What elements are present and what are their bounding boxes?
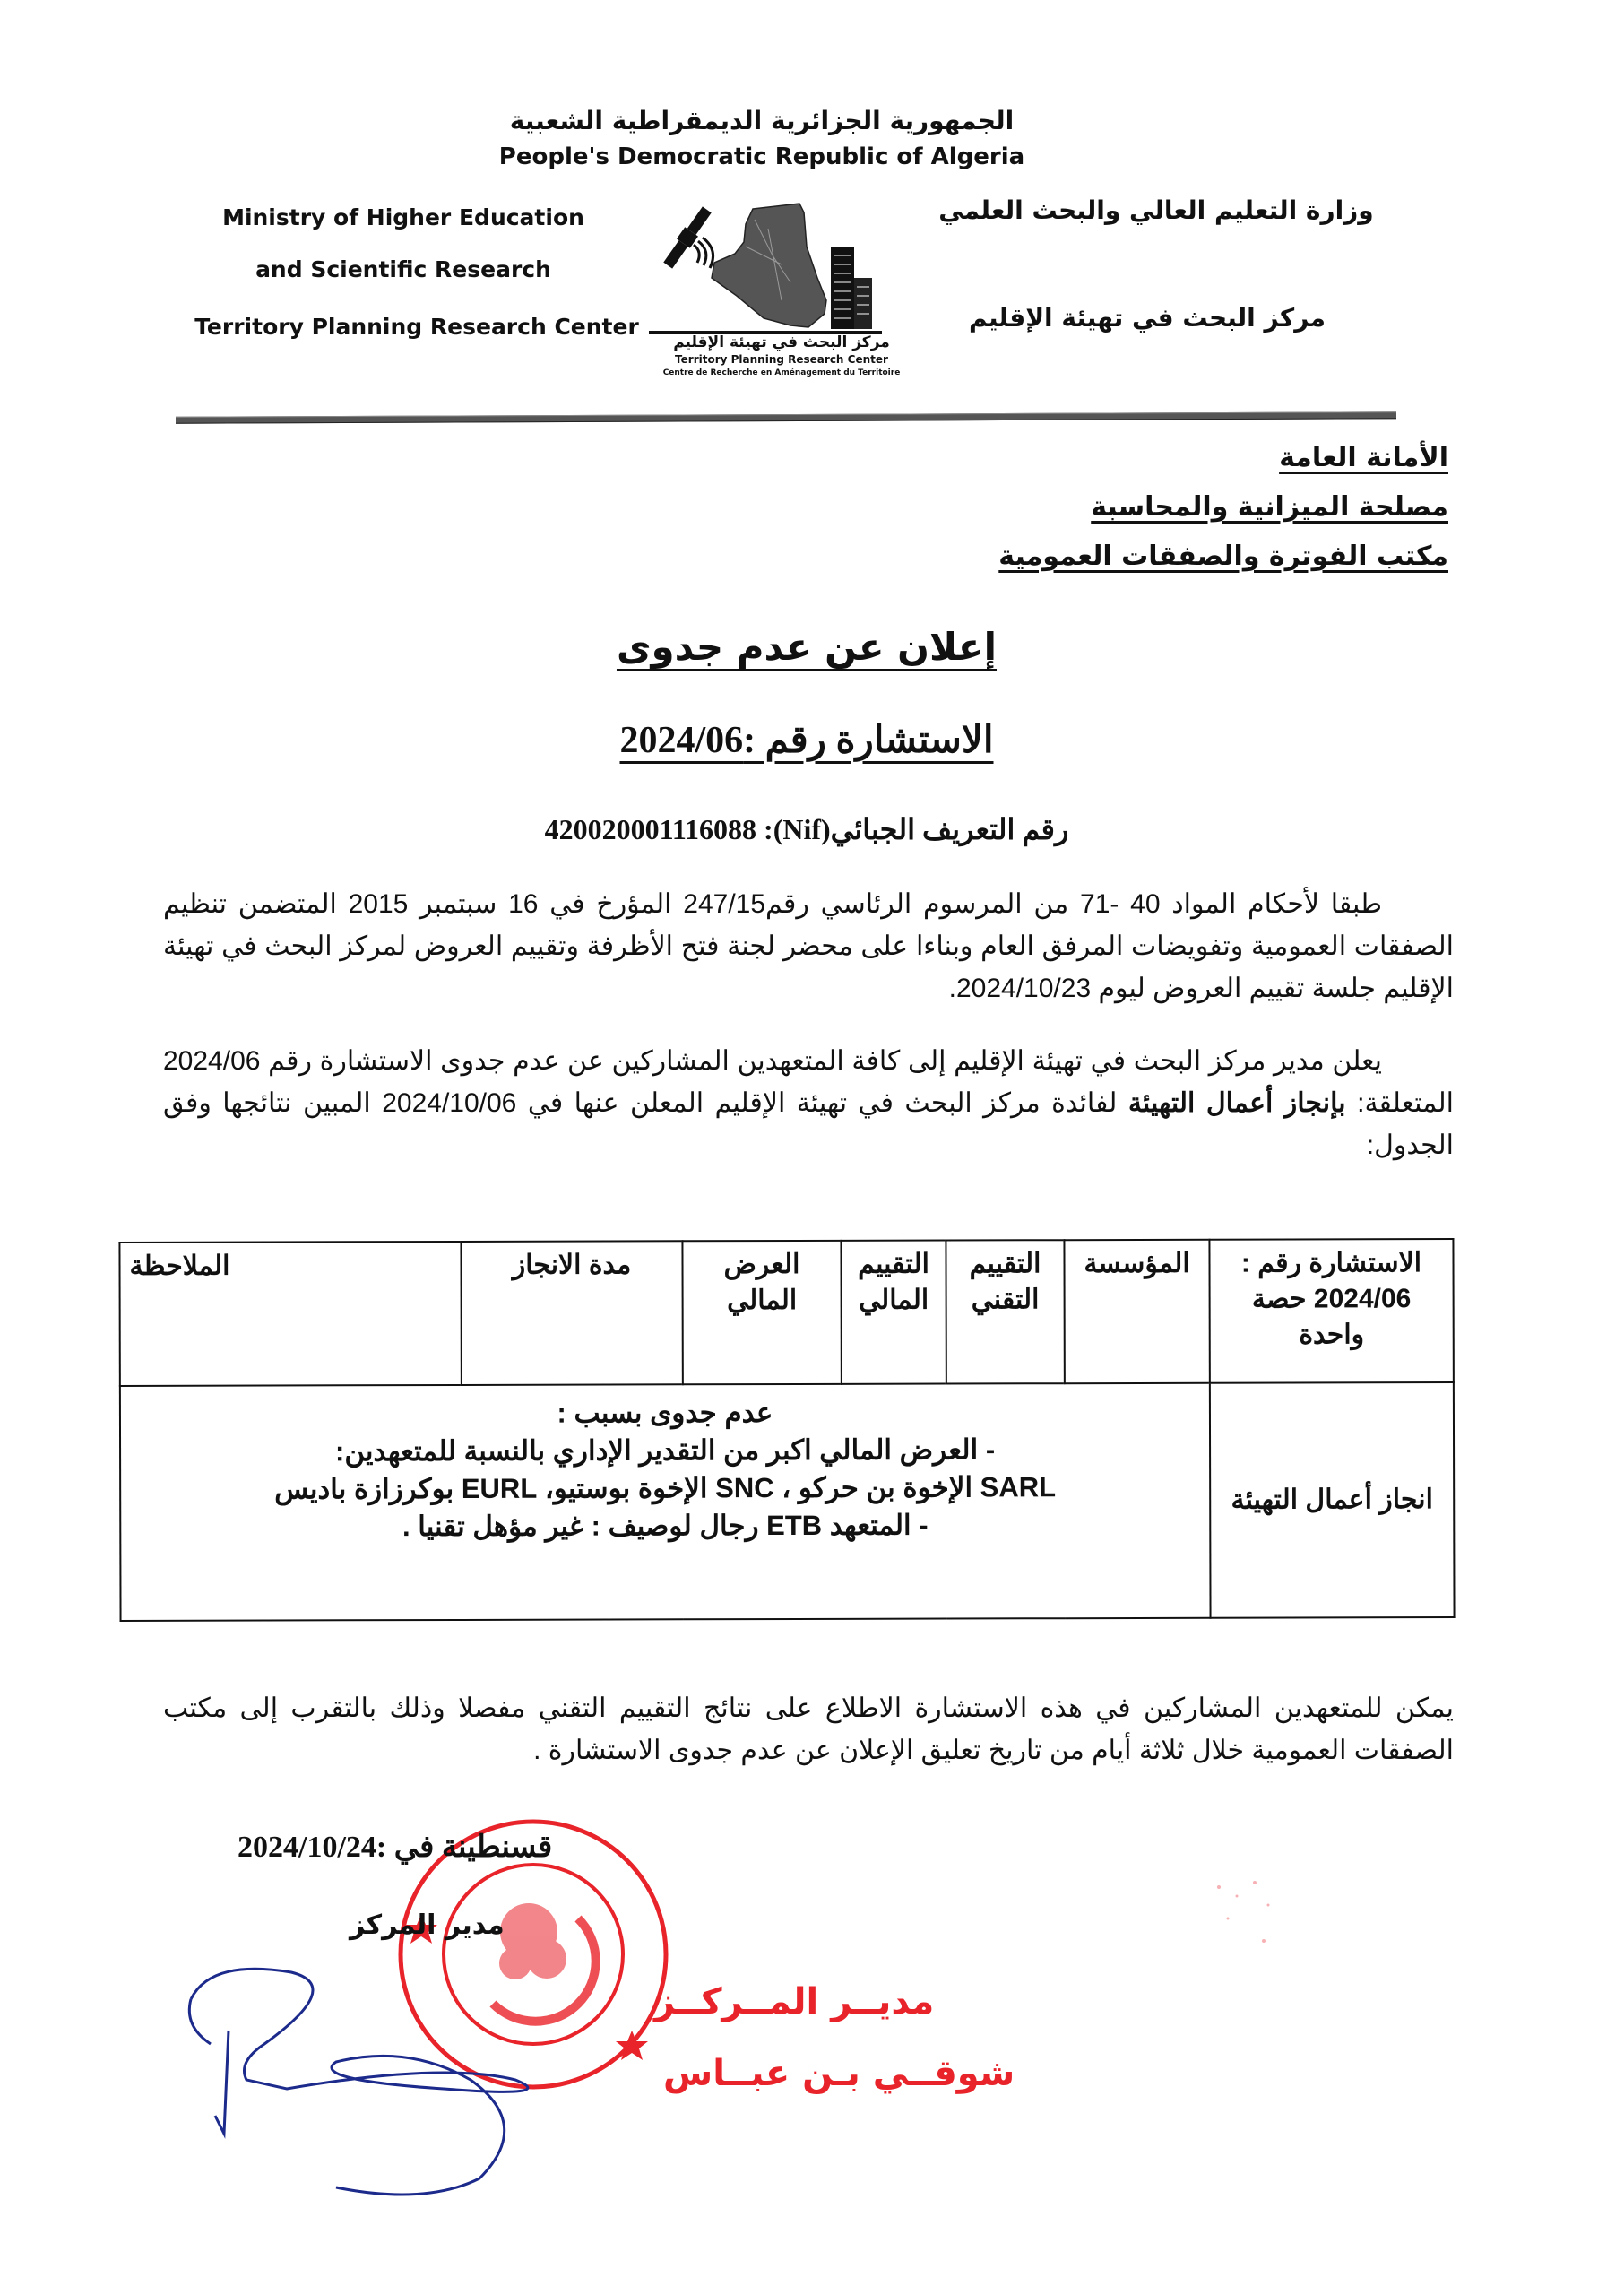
logo-caption-arabic: مركز البحث في تهيئة الإقليم bbox=[673, 333, 890, 351]
center-name-arabic: مركز البحث في تهيئة الإقليم bbox=[969, 303, 1326, 333]
announcement-text-after: لفائدة مركز البحث في تهيئة الإقليم المعلن عنها في 2024/10/06 المبين نتائجها وفق الجدول: bbox=[163, 1088, 1454, 1160]
table-header-cell: المؤسسة bbox=[1064, 1240, 1209, 1383]
project-cell: انجاز أعمال التهيئة bbox=[1210, 1382, 1455, 1618]
logo-caption-french: Centre de Recherche en Aménagement du Territoire bbox=[662, 368, 901, 377]
consultation-number-title: الاستشارة رقم :2024/06 bbox=[619, 720, 994, 761]
stamp-director-title: مديــر المــركــز bbox=[654, 1981, 935, 2022]
table-header-cell: العرض المالي bbox=[682, 1241, 841, 1384]
consultation-access-paragraph: يمكن للمتعهدين المشاركين في هذه الاستشارة الاطلاع على نتائج التقييم التقني مفصلا وذلك بالتقرب إلى مكتب الصفقات العمومية خلال ثلاثة أيام من تاريخ تعليق الإعلان عن عدم جدوى الاستشارة . bbox=[163, 1693, 1454, 1765]
tax-id-line: رقم التعريف الجبائي(Nif): 420020001116088 bbox=[544, 813, 1069, 845]
announcement-text-before: يعلن مدير مركز البحث في تهيئة الإقليم إلى كافة المتعهدين المشاركين عن عدم جدوى الاستشارة رقم 2024/06 المتعلقة: bbox=[163, 1046, 1454, 1118]
table-header-cell: التقييم التقني bbox=[946, 1240, 1064, 1383]
scan-specks bbox=[1201, 1869, 1282, 1959]
republic-name-arabic: الجمهورية الجزائرية الديمقراطية الشعبية bbox=[509, 106, 1015, 135]
header-separator bbox=[176, 411, 1396, 423]
reason-text: العرض المالي اكبر من التقدير الإداري بالنسبة للمتعهدين: bbox=[334, 1433, 979, 1468]
project-name-bold: بإنجاز أعمال التهيئة bbox=[1127, 1088, 1346, 1118]
results-table bbox=[118, 1238, 1455, 1622]
place-and-date: قسنطينة في :2024/10/24 bbox=[238, 1831, 553, 1864]
table-header-cell: الملاحظة bbox=[119, 1242, 461, 1386]
table-header-cell: التقييم المالي bbox=[841, 1241, 946, 1384]
reason-item bbox=[130, 1506, 1200, 1546]
table-header-row bbox=[119, 1239, 1453, 1386]
department-line: الأمانة العامة bbox=[1279, 442, 1448, 473]
center-name-english: Territory Planning Research Center bbox=[194, 314, 639, 340]
ministry-name-english-line1: Ministry of Higher Education bbox=[222, 204, 584, 230]
announcement-title: إعلان عن عدم جدوى bbox=[616, 625, 998, 669]
ministry-name-english-line2: and Scientific Research bbox=[255, 256, 551, 282]
announcement-paragraph bbox=[163, 1040, 1454, 1166]
reason-cell bbox=[120, 1383, 1211, 1621]
table-header-cell: مدة الانجاز bbox=[461, 1241, 682, 1385]
reason-bidders: SARL الإخوة بن حركو ، SNC الإخوة بوستيو، EURL بوكرزازة باديس bbox=[274, 1471, 1057, 1505]
department-line: مصلحة الميزانية والمحاسبة bbox=[1091, 491, 1448, 523]
reason-text: المتعهد ETB رجال لوصيف : غير مؤهل تقنيا . bbox=[402, 1509, 911, 1543]
reason-item bbox=[130, 1431, 1200, 1471]
republic-name-english: People's Democratic Republic of Algeria bbox=[498, 143, 1025, 170]
algeria-map-icon bbox=[712, 204, 826, 327]
department-line: مكتب الفوترة والصفقات العمومية bbox=[998, 541, 1448, 572]
stamp-director-name: شوقــي بـن عبــاس bbox=[663, 2053, 1015, 2094]
director-label: مدير المركز bbox=[350, 1910, 505, 1941]
logo-caption-english: Territory Planning Research Center bbox=[675, 353, 888, 366]
legal-basis-paragraph: طبقا لأحكام المواد 40 -71 من المرسوم الرئاسي رقم247/15 المؤرخ في 16 سبتمبر 2015 المتضمن تنظيم الصفقات العمومية وتفويضات المرفق العام وبناءا على محضر لجنة فتح الأظرفة وتقييم العروض لمركز البحث في تهيئة الإقليم جلسة تقييم العروض ليوم 2024/10/23. bbox=[163, 889, 1454, 1003]
handwritten-signature-icon bbox=[175, 1963, 641, 2196]
buildings-icon bbox=[831, 247, 872, 329]
ministry-name-arabic: وزارة التعليم العالي والبحث العلمي bbox=[938, 195, 1374, 225]
reason-title: عدم جدوى بسبب : bbox=[557, 1397, 773, 1429]
table-row bbox=[120, 1382, 1455, 1621]
table-header-cell: الاستشارة رقم : 2024/06 حصة واحدة bbox=[1209, 1239, 1453, 1383]
